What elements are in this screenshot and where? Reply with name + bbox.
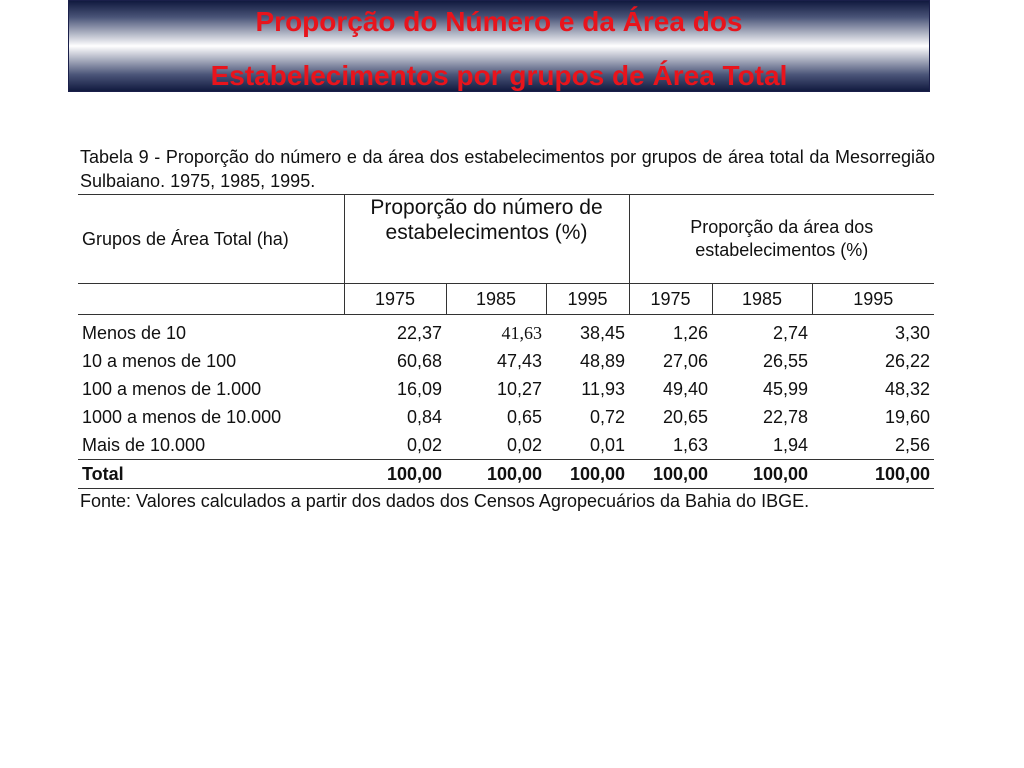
- table-cell: 20,65: [662, 406, 708, 427]
- table-cell: 1,94: [772, 434, 808, 455]
- table-cell: 0,01: [589, 434, 625, 455]
- table-cell: 1,63: [672, 434, 708, 455]
- total-cell: 100,00: [629, 460, 712, 489]
- year-header: 1975: [629, 284, 712, 315]
- table-row: [78, 347, 934, 375]
- table-cell: 22,78: [762, 406, 808, 427]
- table-cell: 41,63: [501, 322, 542, 343]
- table-cell: 0,02: [406, 434, 442, 455]
- area-proportion-header: Proporção da área dos estabelecimentos (%): [629, 195, 934, 284]
- table-cell: 26,22: [884, 350, 930, 371]
- table-cell: 48,32: [884, 378, 930, 399]
- year-header-row: [78, 284, 934, 315]
- table-cell: 11,93: [581, 378, 625, 399]
- title-line-2: Estabelecimentos por grupos de Área Total: [210, 60, 788, 91]
- table-row: [78, 431, 934, 460]
- table-row: [78, 315, 934, 348]
- total-cell: 100,00: [712, 460, 812, 489]
- table-cell: 19,60: [884, 406, 930, 427]
- row-label: 10 a menos de 100: [82, 350, 237, 371]
- table-cell: 1,26: [672, 322, 708, 343]
- total-row: [78, 460, 934, 489]
- table-cell: 38,45: [579, 322, 625, 343]
- title-banner: [68, 0, 930, 92]
- source-note: Fonte: Valores calculados a partir dos dados dos Censos Agropecuários da Bahia do IBGE.: [80, 491, 810, 511]
- table-cell: 49,40: [662, 378, 708, 399]
- table-cell: 45,99: [762, 378, 808, 399]
- total-cell: 100,00: [546, 460, 629, 489]
- number-proportion-header: Proporção do número de estabelecimentos (%): [344, 195, 629, 284]
- row-label: 1000 a menos de 10.000: [82, 406, 282, 427]
- table-cell: 16,09: [396, 378, 442, 399]
- year-header: 1985: [712, 284, 812, 315]
- table-cell: 10,27: [496, 378, 542, 399]
- title-line-1: Proporção do Número e da Área dos: [255, 6, 743, 37]
- table-row: [78, 375, 934, 403]
- year-header: 1995: [812, 284, 934, 315]
- year-header-spacer: [78, 284, 344, 315]
- table-cell: 27,06: [662, 350, 708, 371]
- table-cell: 2,74: [772, 322, 808, 343]
- year-header: 1985: [446, 284, 546, 315]
- table-cell: 0,84: [406, 406, 442, 427]
- table-cell: 60,68: [396, 350, 442, 371]
- total-label: Total: [78, 460, 344, 489]
- table-cell: 22,37: [396, 322, 442, 343]
- year-header: 1995: [546, 284, 629, 315]
- table-cell: 3,30: [894, 322, 930, 343]
- table-cell: 0,65: [506, 406, 542, 427]
- table-row: [78, 403, 934, 431]
- total-cell: 100,00: [446, 460, 546, 489]
- table-cell: 47,43: [496, 350, 542, 371]
- table-cell: 2,56: [894, 434, 930, 455]
- year-header: 1975: [344, 284, 446, 315]
- table-cell: 0,02: [506, 434, 542, 455]
- data-table: [78, 194, 934, 489]
- total-cell: 100,00: [344, 460, 446, 489]
- table-cell: 48,89: [579, 350, 625, 371]
- table-cell: 26,55: [762, 350, 808, 371]
- row-label: 100 a menos de 1.000: [82, 378, 262, 399]
- row-label: Menos de 10: [82, 322, 187, 343]
- total-cell: 100,00: [812, 460, 934, 489]
- table-caption: Tabela 9 - Proporção do número e da área dos estabelecimentos por grupos de área total da Mesorregião Sulbaiano. 1975, 1985, 1995.: [80, 147, 935, 191]
- table-cell: 0,72: [589, 406, 625, 427]
- group-column-header: Grupos de Área Total (ha): [78, 195, 344, 284]
- row-label: Mais de 10.000: [82, 434, 206, 455]
